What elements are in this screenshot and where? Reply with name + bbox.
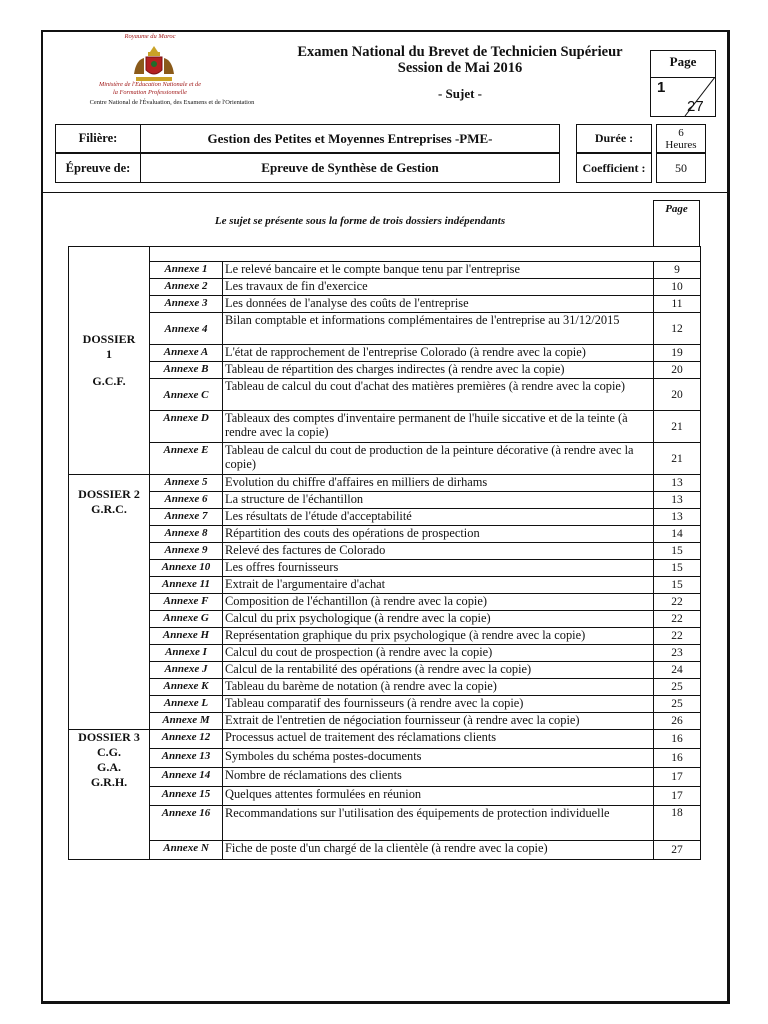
annex-page: 15 bbox=[654, 543, 701, 560]
dossier-3-subtitle-1: C.G. bbox=[97, 745, 121, 759]
spacer-cell bbox=[654, 247, 701, 262]
annex-label: Annexe 3 bbox=[150, 296, 223, 313]
annex-title: Calcul de la rentabilité des opérations (à rendre avec la copie) bbox=[223, 662, 654, 679]
annex-page: 15 bbox=[654, 560, 701, 577]
annex-page: 13 bbox=[654, 509, 701, 526]
annex-title: Tableau de calcul du cout de production de la peinture décorative (à rendre avec la copie) bbox=[223, 443, 654, 475]
filiere-label: Filière: bbox=[55, 124, 141, 153]
table-row bbox=[69, 279, 701, 296]
annex-page: 17 bbox=[654, 768, 701, 787]
dossier-3-subtitle-2: G.A. bbox=[97, 760, 121, 774]
annex-page: 20 bbox=[654, 362, 701, 379]
table-row bbox=[69, 345, 701, 362]
ministry-label bbox=[60, 81, 240, 97]
annex-title: Quelques attentes formulées en réunion bbox=[223, 787, 654, 806]
table-row bbox=[69, 806, 701, 841]
annex-page: 25 bbox=[654, 696, 701, 713]
duree-unit: Heures bbox=[665, 139, 697, 151]
annex-page: 22 bbox=[654, 594, 701, 611]
annex-title: Répartition des couts des opérations de prospection bbox=[223, 526, 654, 543]
annex-title: Tableau comparatif des fournisseurs (à rendre avec la copie) bbox=[223, 696, 654, 713]
annex-label: Annexe J bbox=[150, 662, 223, 679]
table-row bbox=[69, 443, 701, 475]
annex-page: 19 bbox=[654, 345, 701, 362]
annex-title: Recommandations sur l'utilisation des équipements de protection individuelle bbox=[223, 806, 654, 841]
annex-label: Annexe K bbox=[150, 679, 223, 696]
annex-title: Symboles du schéma postes-documents bbox=[223, 749, 654, 768]
annex-label: Annexe 7 bbox=[150, 509, 223, 526]
annex-page: 24 bbox=[654, 662, 701, 679]
table-row bbox=[69, 662, 701, 679]
annex-label: Annexe 14 bbox=[150, 768, 223, 787]
table-row bbox=[69, 262, 701, 279]
filiere-value: Gestion des Petites et Moyennes Entreprises -PME- bbox=[140, 124, 560, 153]
annex-page: 22 bbox=[654, 611, 701, 628]
table-header-spacer-row bbox=[69, 247, 701, 262]
annex-title: Les résultats de l'étude d'acceptabilité bbox=[223, 509, 654, 526]
table-row bbox=[69, 560, 701, 577]
table-row bbox=[69, 611, 701, 628]
annex-label: Annexe D bbox=[150, 411, 223, 443]
table-row bbox=[69, 679, 701, 696]
table-row bbox=[69, 379, 701, 411]
table-row bbox=[69, 768, 701, 787]
table-row bbox=[69, 749, 701, 768]
annex-label: Annexe 15 bbox=[150, 787, 223, 806]
table-row bbox=[69, 411, 701, 443]
annex-label: Annexe 10 bbox=[150, 560, 223, 577]
annex-page: 20 bbox=[654, 379, 701, 411]
annex-page: 16 bbox=[654, 730, 701, 749]
ministry-line-2: la Formation Professionnelle bbox=[113, 89, 187, 96]
annex-page: 13 bbox=[654, 492, 701, 509]
annex-title: Tableaux des comptes d'inventaire permanent de l'huile siccative et de la teinte (à rendre avec la copie) bbox=[223, 411, 654, 443]
epreuve-label: Épreuve de: bbox=[55, 153, 141, 183]
table-row bbox=[69, 645, 701, 662]
annex-label: Annexe A bbox=[150, 345, 223, 362]
table-row bbox=[69, 696, 701, 713]
annex-page: 10 bbox=[654, 279, 701, 296]
page-counter-box bbox=[650, 50, 716, 117]
dossier-2-subtitle: G.R.C. bbox=[91, 502, 127, 516]
duree-label: Durée : bbox=[576, 124, 652, 153]
annex-title: Extrait de l'entretien de négociation fournisseur (à rendre avec la copie) bbox=[223, 713, 654, 730]
annex-title: Composition de l'échantillon (à rendre avec la copie) bbox=[223, 594, 654, 611]
ministry-line-1: Ministère de l'Education Nationale et de bbox=[98, 81, 202, 88]
duree-value-box bbox=[656, 124, 706, 153]
epreuve-value: Epreuve de Synthèse de Gestion bbox=[140, 153, 560, 183]
annex-label: Annexe B bbox=[150, 362, 223, 379]
annex-page: 9 bbox=[654, 262, 701, 279]
annex-page: 16 bbox=[654, 749, 701, 768]
table-row bbox=[69, 787, 701, 806]
annex-page: 17 bbox=[654, 787, 701, 806]
annex-title: Extrait de l'argumentaire d'achat bbox=[223, 577, 654, 594]
dossier-1-cell bbox=[69, 247, 150, 475]
annex-title: Représentation graphique du prix psychologique (à rendre avec la copie) bbox=[223, 628, 654, 645]
annex-page: 23 bbox=[654, 645, 701, 662]
annex-label: Annexe 5 bbox=[150, 475, 223, 492]
annex-title: Nombre de réclamations des clients bbox=[223, 768, 654, 787]
annex-page: 22 bbox=[654, 628, 701, 645]
exam-title-line-1: Examen National du Brevet de Technicien Supérieur bbox=[297, 44, 623, 60]
dossier-2-title: DOSSIER 2 bbox=[78, 487, 140, 501]
annex-label: Annexe 6 bbox=[150, 492, 223, 509]
exam-session: Session de Mai 2016 bbox=[397, 60, 523, 76]
dossier-1-subtitle: G.C.F. bbox=[92, 374, 126, 388]
annex-title: Calcul du prix psychologique (à rendre avec la copie) bbox=[223, 611, 654, 628]
table-row bbox=[69, 362, 701, 379]
annex-page: 14 bbox=[654, 526, 701, 543]
dossier-1-number: 1 bbox=[106, 347, 112, 361]
annex-label: Annexe 4 bbox=[150, 313, 223, 345]
annex-label: Annexe 16 bbox=[150, 806, 223, 841]
dossier-3-cell bbox=[69, 730, 150, 860]
annex-title: Fiche de poste d'un chargé de la clientèle (à rendre avec la copie) bbox=[223, 841, 654, 860]
annex-label: Annexe F bbox=[150, 594, 223, 611]
annex-label: Annexe 2 bbox=[150, 279, 223, 296]
annexes-table bbox=[68, 246, 701, 860]
dossier-3-subtitle-3: G.R.H. bbox=[90, 775, 128, 789]
table-row bbox=[69, 296, 701, 313]
annex-page: 15 bbox=[654, 577, 701, 594]
page-total: 27 bbox=[687, 98, 704, 115]
page-column-header: Page bbox=[653, 200, 700, 247]
annex-title: Processus actuel de traitement des réclamations clients bbox=[223, 730, 654, 749]
table-row bbox=[69, 628, 701, 645]
annex-title: La structure de l'échantillon bbox=[223, 492, 654, 509]
annex-page: 11 bbox=[654, 296, 701, 313]
annex-label: Annexe L bbox=[150, 696, 223, 713]
centre-label: Centre National de l'Évaluation, des Examens et de l'Orientation bbox=[89, 99, 255, 106]
annex-label: Annexe C bbox=[150, 379, 223, 411]
annex-label: Annexe 1 bbox=[150, 262, 223, 279]
coefficient-value: 50 bbox=[656, 153, 706, 183]
annex-title: Les travaux de fin d'exercice bbox=[223, 279, 654, 296]
table-row bbox=[69, 492, 701, 509]
table-row bbox=[69, 509, 701, 526]
annex-page: 27 bbox=[654, 841, 701, 860]
annex-title: Tableau du barème de notation (à rendre avec la copie) bbox=[223, 679, 654, 696]
header-separator bbox=[41, 192, 730, 193]
spacer-cell bbox=[223, 247, 654, 262]
annex-label: Annexe N bbox=[150, 841, 223, 860]
table-row bbox=[69, 713, 701, 730]
subject-label: - Sujet - bbox=[437, 86, 483, 101]
annex-page: 13 bbox=[654, 475, 701, 492]
annex-title: Tableau de calcul du cout d'achat des matières premières (à rendre avec la copie) bbox=[223, 379, 654, 411]
annex-label: Annexe E bbox=[150, 443, 223, 475]
kingdom-label: Royaume du Maroc bbox=[124, 33, 176, 40]
annex-label: Annexe 8 bbox=[150, 526, 223, 543]
annex-title: Relevé des factures de Colorado bbox=[223, 543, 654, 560]
dossier-2-cell bbox=[69, 475, 150, 730]
table-row bbox=[69, 543, 701, 560]
annex-title: Les offres fournisseurs bbox=[223, 560, 654, 577]
annex-label: Annexe 9 bbox=[150, 543, 223, 560]
annex-label: Annexe 12 bbox=[150, 730, 223, 749]
table-row bbox=[69, 313, 701, 345]
table-row bbox=[69, 577, 701, 594]
exam-title bbox=[250, 44, 670, 76]
table-row bbox=[69, 841, 701, 860]
annex-title: Le relevé bancaire et le compte banque tenu par l'entreprise bbox=[223, 262, 654, 279]
annex-title: L'état de rapprochement de l'entreprise Colorado (à rendre avec la copie) bbox=[223, 345, 654, 362]
spacer-cell bbox=[150, 247, 223, 262]
annex-label: Annexe H bbox=[150, 628, 223, 645]
annex-page: 25 bbox=[654, 679, 701, 696]
annex-label: Annexe G bbox=[150, 611, 223, 628]
table-row bbox=[69, 475, 701, 492]
annex-title: Les données de l'analyse des coûts de l'entreprise bbox=[223, 296, 654, 313]
annex-label: Annexe M bbox=[150, 713, 223, 730]
page-counter-label: Page bbox=[669, 54, 697, 69]
annex-title: Calcul du cout de prospection (à rendre avec la copie) bbox=[223, 645, 654, 662]
annex-page: 26 bbox=[654, 713, 701, 730]
annex-label: Annexe 13 bbox=[150, 749, 223, 768]
table-row bbox=[69, 594, 701, 611]
annex-label: Annexe 11 bbox=[150, 577, 223, 594]
duree-value: 6 bbox=[678, 127, 684, 139]
table-row bbox=[69, 730, 701, 749]
annex-page: 18 bbox=[654, 806, 701, 841]
coefficient-label: Coefficient : bbox=[576, 153, 652, 183]
dossier-3-title: DOSSIER 3 bbox=[78, 730, 140, 744]
table-row bbox=[69, 526, 701, 543]
annex-title: Evolution du chiffre d'affaires en milliers de dirhams bbox=[223, 475, 654, 492]
annex-page: 21 bbox=[654, 443, 701, 475]
annex-label: Annexe I bbox=[150, 645, 223, 662]
intro-text: Le sujet se présente sous la forme de trois dossiers indépendants bbox=[214, 215, 506, 227]
royal-emblem-icon bbox=[128, 44, 180, 84]
page-current: 1 bbox=[657, 79, 666, 96]
dossier-1-title: DOSSIER bbox=[82, 332, 136, 346]
annex-title: Bilan comptable et informations complémentaires de l'entreprise au 31/12/2015 bbox=[223, 313, 654, 345]
annex-page: 21 bbox=[654, 411, 701, 443]
annex-title: Tableau de répartition des charges indirectes (à rendre avec la copie) bbox=[223, 362, 654, 379]
annex-page: 12 bbox=[654, 313, 701, 345]
